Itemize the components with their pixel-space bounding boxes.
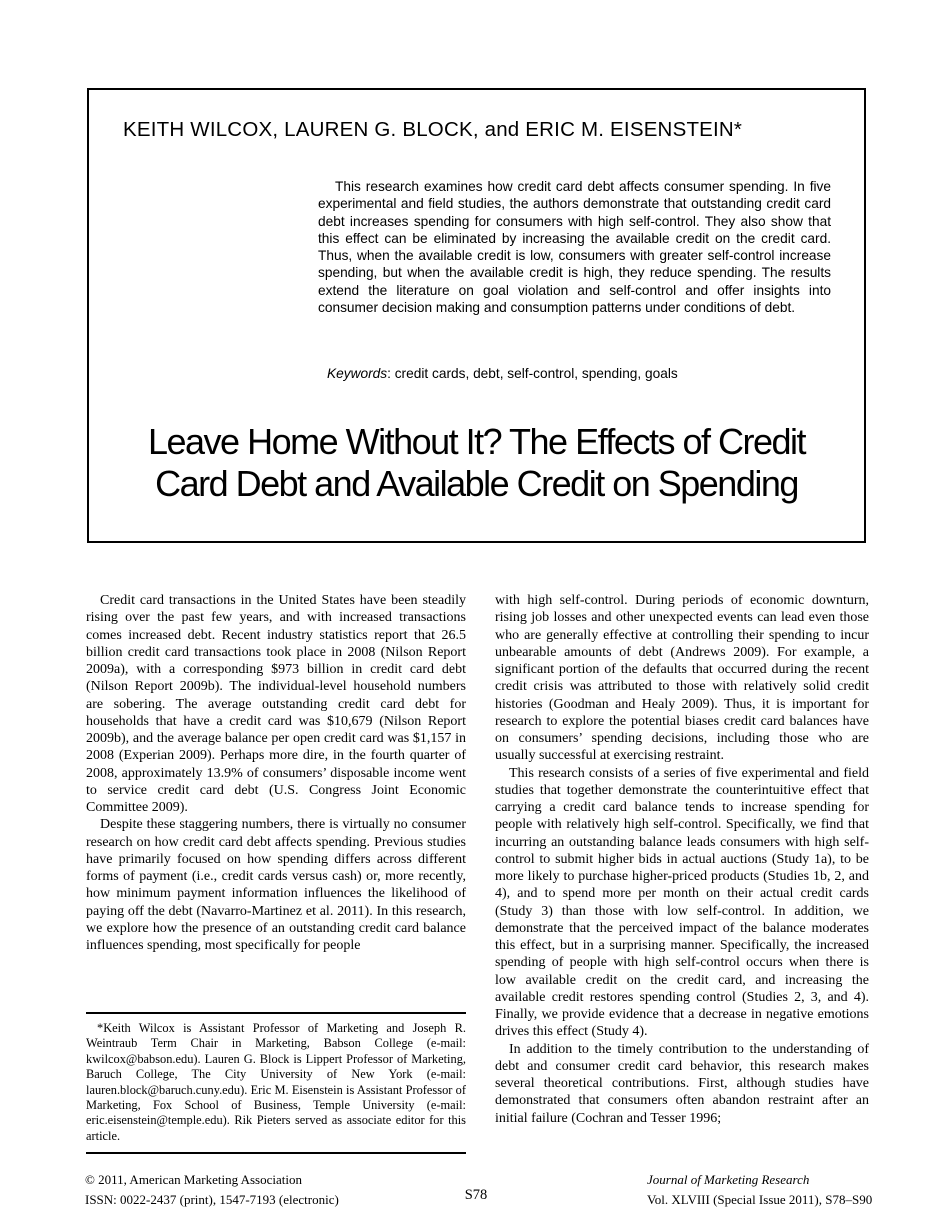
paragraph-prior-research: Despite these staggering numbers, there is virtually no consumer research on how credit card debt affects spending. Previous studies have primarily focused on how spending differs across different forms of payment (i.e., credit cards versus cash) or, more recently, how minimum payment information influences the likelihood of paying off the debt (Navarro-Martinez et al. 2011). In this research, we explore how the presence of an outstanding credit card balance influences spending, most specifically for people bbox=[86, 817, 466, 953]
abstract-text: This research examines how credit card debt affects consumer spending. In five experimental and field studies, the authors demonstrate that outstanding credit card debt increases spending for consumers with high self-control. They also show that this effect can be eliminated by increasing the available credit on the credit card. Thus, when the available credit is low, consumers with greater self-control increase spending, but when the available credit is high, they reduce spending. The results extend the literature on goal violation and self-control and offer insights into consumer decision making and consumption patterns under conditions of debt. bbox=[318, 179, 831, 316]
paragraph-self-control-continuation: with high self-control. During periods of economic downturn, rising job losses and other unexpected events can lead even those who are generally effective at controlling their spending to incur unbearable amounts of debt (Andrews 2009). For example, a significant portion of the defaults that occurred during the recent credit crisis was attributed to those with relatively solid credit histories (Goodman and Healy 2009). Thus, it is important for research to explore the potential biases credit card balances have on consumers’ spending decisions, including those who are usually successful at exercising restraint. bbox=[495, 593, 869, 764]
keywords-line bbox=[327, 366, 678, 381]
volume-info: Vol. XLVIII (Special Issue 2011), S78–S90 bbox=[647, 1191, 873, 1207]
journal-name: Journal of Marketing Research bbox=[647, 1172, 810, 1187]
paragraph-research-overview: This research consists of a series of five experimental and field studies that together demonstrate the counterintuitive effect that carrying a credit card balance tends to increase spending for people with relatively high self-control. Specifically, we find that incurring an outstanding balance leads consumers with high self-control to submit higher bids in actual auctions (Study 1a), to be more likely to purchase higher-priced products (Studies 1b, 2, and 4), and to spend more per month on their actual credit cards (Study 3) than those with low self-control. In addition, we demonstrate that the perceived impact of the balance moderates this effect, but in a surprising manner. Specifically, the increased spending of people with high self-control occurs when there is low available credit on the credit card, and increasing the available credit restores spending control (Studies 2, 3, and 4). Finally, we provide evidence that a decrease in negative emotions drives this effect (Study 4). bbox=[495, 765, 869, 1040]
issn-line: ISSN: 0022-2437 (print), 1547-7193 (electronic) bbox=[85, 1191, 339, 1207]
keywords-value: : credit cards, debt, self-control, spending, goals bbox=[387, 366, 678, 381]
paper-title bbox=[89, 421, 864, 505]
body-column-left bbox=[86, 592, 466, 954]
title-line-2: Card Debt and Available Credit on Spending bbox=[155, 463, 798, 504]
paragraph-intro-statistics: Credit card transactions in the United States have been steadily rising over the past few years, and with increased transactions comes increased debt. Recent industry statistics report that 26.5 billion credit card transactions took place in 2008 (Nilson Report 2009a), with a corresponding $973 billion in credit card debt (Nilson Report 2009b). The individual-level household numbers are sobering. The average outstanding credit card debt for households that have a credit card was $10,679 (Nilson Report 2009b), and the average balance per open credit card was $1,157 in 2008 (Experian 2009). Perhaps more dire, in the fourth quarter of 2008, approximately 13.9% of consumers’ disposable income went to service credit card debt (U.S. Congress Joint Economic Committee 2009). bbox=[86, 593, 466, 815]
footer-right bbox=[647, 1170, 872, 1209]
authors-line: KEITH WILCOX, LAUREN G. BLOCK, and ERIC M. EISENSTEIN* bbox=[123, 118, 743, 141]
author-affiliations-footnote: *Keith Wilcox is Assistant Professor of Marketing and Joseph R. Weintraub Term Chair in Marketing, Babson College (e-mail: kwilcox@babson.edu). Lauren G. Block is Lippert Professor of Marketing, Baruch College, The City University of New York (e-mail: lauren.block@baruch.cuny.edu). Eric M. Eisenstein is Assistant Professor of Marketing, Fox School of Business, Temple University (e-mail: eric.eisenstein@temple.edu). Rik Pieters served as associate editor for this article. bbox=[86, 1012, 466, 1154]
body-column-right bbox=[495, 592, 869, 1127]
paragraph-contributions: In addition to the timely contribution to the understanding of debt and consumer credit card behavior, this research makes several theoretical contributions. First, although studies have demonstrated that consumers often abandon restraint after an initial failure (Cochran and Tesser 1996; bbox=[495, 1041, 869, 1126]
keywords-label: Keywords bbox=[327, 366, 388, 381]
copyright-line: © 2011, American Marketing Association bbox=[85, 1172, 302, 1187]
page-number: S78 bbox=[464, 1187, 488, 1203]
header-box bbox=[87, 88, 866, 543]
title-line-1: Leave Home Without It? The Effects of Credit bbox=[147, 421, 806, 462]
